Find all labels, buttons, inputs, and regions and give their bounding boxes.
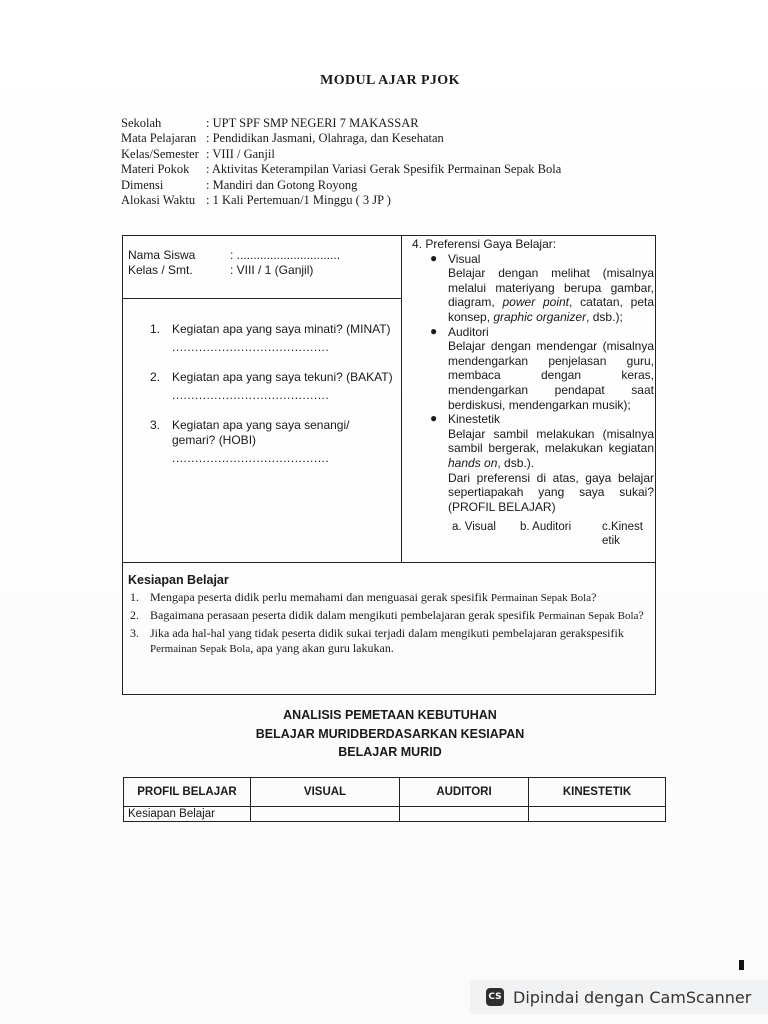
identity-value: : Aktivitas Keterampilan Variasi Gerak Spesifik Permainan Sepak Bola [206,162,562,177]
question-number: 3. [150,418,161,432]
style-name: Kinestetik [448,412,501,427]
question-number: 1. [150,322,161,336]
analysis-title-line: ANALISIS PEMETAAN KEBUTUHAN [283,708,497,722]
camscanner-badge [470,980,768,1014]
learning-style-section [412,237,654,548]
camscanner-logo-icon: CS [486,988,504,1006]
answer-dots: ......................................... [172,340,330,354]
readiness-item [128,608,648,624]
answer-dots: ......................................... [172,388,330,402]
bullet-icon: ● [430,323,438,338]
question-number: 2. [150,370,161,384]
table-cell [251,807,400,822]
question-item [150,418,395,466]
question-list [150,322,395,481]
readiness-number: 1. [130,590,139,604]
identity-label: Dimensi [121,177,164,192]
identity-row [121,193,561,208]
style-visual [412,252,654,325]
header-auditory: AUDITORI [400,778,529,807]
desc-text: Belajar sambil melakukan (misalnya sambil bergerak, melakukan kegiatan [448,426,654,456]
table-cell [529,807,666,822]
identity-row [121,162,561,177]
header-profile: PROFIL BELAJAR [124,778,251,807]
student-info [128,248,340,278]
student-name-value: : ............................... [230,248,341,262]
style-description [448,266,654,324]
bullet-icon: ● [430,250,438,265]
readiness-topic: Permainan Sepak Bola [538,610,639,622]
style-name: Auditori [448,324,489,339]
readiness-item [128,590,648,606]
readiness-heading: Kesiapan Belajar [128,573,229,587]
desc-text: , dsb.). [497,455,535,470]
table-header-row [124,778,666,807]
outer-box-top [122,235,656,236]
student-name-label: Nama Siswa [128,248,196,262]
identity-value: : VIII / Ganjil [206,146,275,161]
scan-artifact [739,960,744,970]
identity-label: Materi Pokok [121,162,190,177]
section-divider [122,562,656,563]
readiness-tail: ? [638,608,644,622]
desc-italic: power point [502,295,570,310]
style-description [448,427,654,471]
bullet-icon: ● [430,411,438,426]
table-row [124,807,666,822]
desc-italic: hands on [448,455,498,470]
style-auditory [412,325,654,413]
question-item [150,370,395,403]
header-kinesthetic: KINESTETIK [529,778,666,807]
table-cell: Kesiapan Belajar [124,807,251,822]
readiness-topic: Permainan Sepak Bola [150,643,251,655]
identity-row [121,147,561,162]
identity-label: Kelas/Semester [121,146,199,161]
answer-dots: ......................................... [172,451,330,465]
student-class-label: Kelas / Smt. [128,263,193,277]
identity-label: Mata Pelajaran [121,131,197,146]
readiness-tail: , apa yang akan guru lakukan. [250,641,394,655]
readiness-tail: ? [591,590,597,604]
header-visual: VISUAL [251,778,400,807]
identity-block [121,116,561,208]
style-kinesthetic [412,412,654,470]
identity-value: : Mandiri dan Gotong Royong [206,177,358,192]
desc-text: Belajar dengan melihat (misalnya melalui materiyang berupa gambar, diagram, [448,266,654,310]
identity-row [121,116,561,131]
option-kinesthetic: c.Kinest etik [602,521,643,548]
readiness-section [128,573,648,657]
document-title: MODUL AJAR PJOK [320,73,460,88]
desc-text: , dsb.); [586,309,623,324]
desc-italic: graphic organizer [493,309,587,324]
analysis-title-line: BELAJAR MURID [338,745,442,759]
identity-row [121,178,561,193]
question-text: Kegiatan apa yang saya tekuni? (BAKAT) [172,370,393,384]
analysis-title-line: BELAJAR MURIDBERDASARKAN KESIAPAN [255,726,525,741]
option-auditory: b. Auditori [520,521,572,534]
readiness-number: 3. [130,626,139,640]
question-item [150,322,395,355]
identity-row [121,131,561,146]
readiness-number: 2. [130,608,139,622]
readiness-text: Jika ada hal-hal yang tidak peserta didik sukai terjadi dalam mengikuti pembelajaran gerakspesifik [150,626,624,640]
identity-value: : 1 Kali Pertemuan/1 Minggu ( 3 JP ) [206,192,391,207]
outer-box-bottom [122,694,656,695]
column-divider [401,235,402,562]
profile-table [123,777,666,822]
student-class-value: : VIII / 1 (Ganjil) [230,263,314,277]
question-text: Kegiatan apa yang saya minati? (MINAT) [172,322,391,336]
desc-text: , catatan, peta konsep, [448,295,654,324]
style-description: Belajar dengan mendengar (misalnya mendengarkan penjelasan guru, membaca dengan keras, mendengarkan pendapat saat berdiskusi, mendengarkan musik); [448,339,654,412]
outer-box-left [122,235,123,695]
identity-label: Sekolah [121,116,162,130]
readiness-item [128,626,648,657]
profile-question: Dari preferensi di atas, gaya belajar sepertiapakah yang saya sukai? (PROFIL BELAJAR) [448,470,654,514]
readiness-text: Mengapa peserta didik perlu memahami dan menguasai gerak spesifik [150,590,491,604]
table-cell [400,807,529,822]
learning-style-heading: 4. Preferensi Gaya Belajar: [412,237,557,251]
learning-profile-table [123,777,666,822]
readiness-topic: Permainan Sepak Bola [490,592,592,604]
profile-options [412,520,654,548]
readiness-text: Bagaimana perasaan peserta didik dalam mengikuti pembelajaran gerak spesifik [150,608,539,622]
analysis-title [0,706,768,762]
identity-label: Alokasi Waktu [121,192,196,207]
identity-value: : UPT SPF SMP NEGERI 7 MAKASSAR [206,116,419,130]
student-box-bottom [122,298,402,299]
style-name: Visual [448,251,481,266]
outer-box-right [655,235,656,695]
question-text: Kegiatan apa yang saya senangi/ gemari? (HOBI) [172,418,350,447]
identity-value: : Pendidikan Jasmani, Olahraga, dan Kesehatan [206,131,444,146]
option-visual: a. Visual [452,521,496,534]
camscanner-text: Dipindai dengan CamScanner [513,987,752,1007]
